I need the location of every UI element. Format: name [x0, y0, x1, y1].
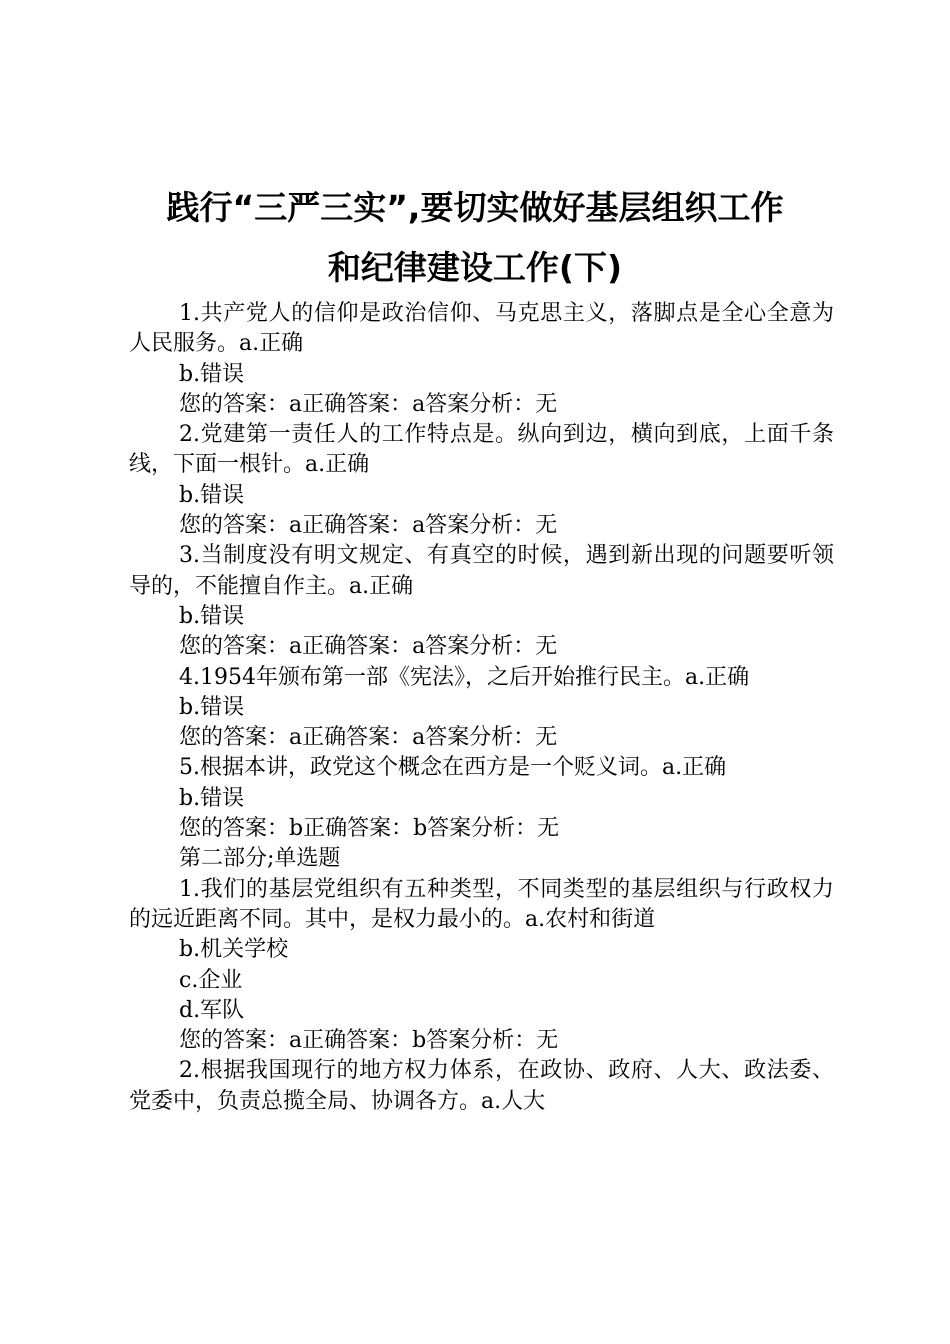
question-5-option-b: b.错误 — [179, 785, 245, 811]
single-choice-2-text: 2.根据我国现行的地方权力体系，在政协、政府、人大、政法委、党委中，负责总揽全局、协调各方。a.人大 — [129, 1058, 834, 1114]
question-3-option-b: b.错误 — [179, 603, 245, 629]
question-3-text: 3.当制度没有明文规定、有真空的时候，遇到新出现的问题要听领导的，不能擅自作主。a.正确 — [129, 543, 834, 599]
question-1-answer: 您的答案：a正确答案：a答案分析：无 — [179, 391, 558, 417]
question-2-text: 2.党建第一责任人的工作特点是。纵向到边，横向到底，上面千条线，下面一根针。a.正确 — [129, 422, 834, 478]
question-4-option-b: b.错误 — [179, 694, 245, 720]
document-body — [129, 299, 834, 1117]
question-4-answer: 您的答案：a正确答案：a答案分析：无 — [179, 725, 558, 751]
section-heading: 第二部分;单选题 — [179, 846, 341, 872]
single-choice-1-option-c: c.企业 — [179, 967, 243, 993]
single-choice-1-answer: 您的答案：a正确答案：b答案分析：无 — [179, 1028, 559, 1054]
single-choice-1-option-b: b.机关学校 — [179, 937, 289, 963]
document-title-line-2: 和纪律建设工作(下) — [327, 248, 623, 287]
question-3-answer: 您的答案：a正确答案：a答案分析：无 — [179, 634, 558, 660]
question-2-option-b: b.错误 — [179, 482, 245, 508]
question-5-answer: 您的答案：b正确答案：b答案分析：无 — [179, 816, 560, 842]
document-title-line-1: 践行“三严三实”,要切实做好基层组织工作 — [166, 188, 784, 227]
question-5-text: 5.根据本讲，政党这个概念在西方是一个贬义词。a.正确 — [179, 755, 727, 781]
question-2-answer: 您的答案：a正确答案：a答案分析：无 — [179, 513, 558, 539]
question-1-option-b: b.错误 — [179, 361, 245, 387]
single-choice-1-option-d: d.军队 — [179, 997, 245, 1023]
question-1-text: 1.共产党人的信仰是政治信仰、马克思主义，落脚点是全心全意为人民服务。a.正确 — [129, 301, 834, 357]
single-choice-1-text: 1.我们的基层党组织有五种类型，不同类型的基层组织与行政权力的远近距离不同。其中，是权力最小的。a.农村和街道 — [129, 876, 834, 932]
question-4-text: 4.1954年颁布第一部《宪法》，之后开始推行民主。a.正确 — [179, 664, 750, 690]
